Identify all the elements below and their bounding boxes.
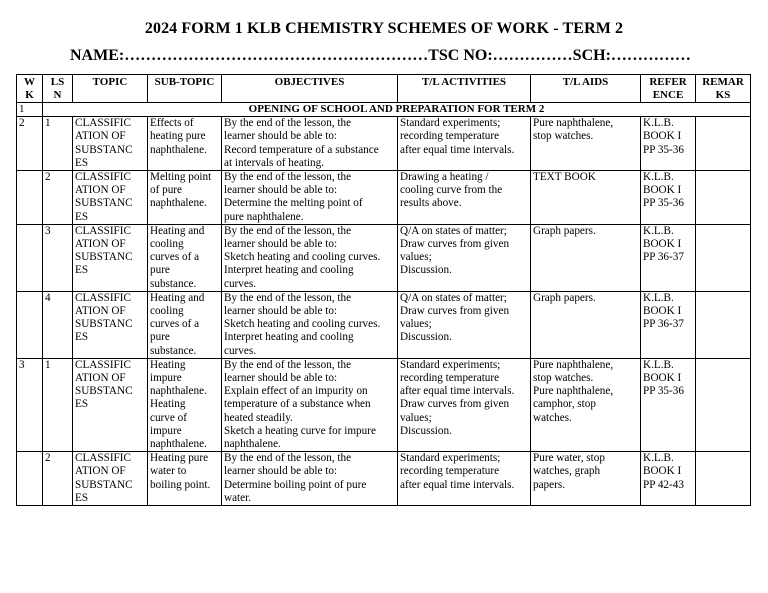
header-lsn: LS N — [43, 75, 73, 103]
header-aids: T/L AIDS — [531, 75, 641, 103]
aids-cell: Pure naphthalene, stop watches. — [531, 117, 641, 171]
reference-cell: K.L.B. BOOK I PP 42-43 — [641, 452, 696, 506]
remarks-cell — [696, 452, 751, 506]
name-tsc-school-line: NAME:…………………………………………………TSC NO:……………SCH:…………… — [70, 47, 691, 64]
banner-row — [17, 103, 751, 117]
objectives-cell: By the end of the lesson, the learner should be able to: Determine boiling point of pure water. — [222, 452, 398, 506]
aids-cell: TEXT BOOK — [531, 171, 641, 225]
remarks-cell — [696, 291, 751, 358]
activities-cell: Q/A on states of matter; Draw curves from given values; Discussion. — [398, 291, 531, 358]
subtopic-cell: Heating pure water to boiling point. — [148, 452, 222, 506]
subtopic-cell: Heating impure naphthalene. Heating curve of impure naphthalene. — [148, 358, 222, 451]
aids-cell: Graph papers. — [531, 291, 641, 358]
lesson-row — [17, 224, 751, 291]
reference-cell: K.L.B. BOOK I PP 35-36 — [641, 117, 696, 171]
subtopic-cell: Heating and cooling curves of a pure substance. — [148, 224, 222, 291]
objectives-cell: By the end of the lesson, the learner should be able to: Determine the melting point of pure naphthalene. — [222, 171, 398, 225]
topic-cell: CLASSIFIC ATION OF SUBSTANC ES — [73, 291, 148, 358]
aids-cell: Pure water, stop watches, graph papers. — [531, 452, 641, 506]
header-topic: TOPIC — [73, 75, 148, 103]
activities-cell: Q/A on states of matter; Draw curves from given values; Discussion. — [398, 224, 531, 291]
lesson-row — [17, 291, 751, 358]
remarks-cell — [696, 224, 751, 291]
objectives-cell: By the end of the lesson, the learner should be able to: Sketch heating and cooling curves. Interpret heating and cooling curves. — [222, 291, 398, 358]
aids-cell: Graph papers. — [531, 224, 641, 291]
header-activities: T/L ACTIVITIES — [398, 75, 531, 103]
topic-cell: CLASSIFIC ATION OF SUBSTANC ES — [73, 117, 148, 171]
reference-cell: K.L.B. BOOK I PP 36-37 — [641, 291, 696, 358]
header-row — [17, 75, 751, 103]
header-remarks: REMAR KS — [696, 75, 751, 103]
lesson-cell: 3 — [43, 224, 73, 291]
lesson-row — [17, 452, 751, 506]
activities-cell: Standard experiments; recording temperature after equal time intervals. Draw curves from given values; Discussion. — [398, 358, 531, 451]
topic-cell: CLASSIFIC ATION OF SUBSTANC ES — [73, 452, 148, 506]
objectives-cell: By the end of the lesson, the learner should be able to: Explain effect of an impurity on temperature of a substance when heated steadily. Sketch a heating curve for impure naphthalene. — [222, 358, 398, 451]
header-objectives: OBJECTIVES — [222, 75, 398, 103]
week-cell — [17, 224, 43, 291]
banner-text: OPENING OF SCHOOL AND PREPARATION FOR TERM 2 — [43, 103, 751, 117]
week-cell — [17, 452, 43, 506]
objectives-cell: By the end of the lesson, the learner should be able to: Sketch heating and cooling curves. Interpret heating and cooling curves. — [222, 224, 398, 291]
scheme-of-work-table — [16, 74, 751, 506]
header-wk: W K — [17, 75, 43, 103]
topic-cell: CLASSIFIC ATION OF SUBSTANC ES — [73, 171, 148, 225]
lesson-cell: 1 — [43, 117, 73, 171]
remarks-cell — [696, 117, 751, 171]
lesson-cell: 4 — [43, 291, 73, 358]
remarks-cell — [696, 358, 751, 451]
header-reference: REFER ENCE — [641, 75, 696, 103]
reference-cell: K.L.B. BOOK I PP 36-37 — [641, 224, 696, 291]
lesson-cell: 2 — [43, 171, 73, 225]
remarks-cell — [696, 171, 751, 225]
banner-week: 1 — [17, 103, 43, 117]
header-subtopic: SUB-TOPIC — [148, 75, 222, 103]
topic-cell: CLASSIFIC ATION OF SUBSTANC ES — [73, 224, 148, 291]
reference-cell: K.L.B. BOOK I PP 35-36 — [641, 171, 696, 225]
activities-cell: Drawing a heating / cooling curve from the results above. — [398, 171, 531, 225]
lesson-row — [17, 171, 751, 225]
topic-cell: CLASSIFIC ATION OF SUBSTANC ES — [73, 358, 148, 451]
subtopic-cell: Effects of heating pure naphthalene. — [148, 117, 222, 171]
week-cell: 2 — [17, 117, 43, 171]
week-cell — [17, 171, 43, 225]
lesson-cell: 2 — [43, 452, 73, 506]
document-title: 2024 FORM 1 KLB CHEMISTRY SCHEMES OF WORK - TERM 2 — [144, 20, 624, 37]
week-cell: 3 — [17, 358, 43, 451]
subtopic-cell: Melting point of pure naphthalene. — [148, 171, 222, 225]
activities-cell: Standard experiments; recording temperature after equal time intervals. — [398, 452, 531, 506]
objectives-cell: By the end of the lesson, the learner should be able to: Record temperature of a substance at intervals of heating. — [222, 117, 398, 171]
aids-cell: Pure naphthalene, stop watches. Pure naphthalene, camphor, stop watches. — [531, 358, 641, 451]
activities-cell: Standard experiments; recording temperature after equal time intervals. — [398, 117, 531, 171]
lesson-row — [17, 117, 751, 171]
lesson-cell: 1 — [43, 358, 73, 451]
lesson-row — [17, 358, 751, 451]
subtopic-cell: Heating and cooling curves of a pure substance. — [148, 291, 222, 358]
reference-cell: K.L.B. BOOK I PP 35-36 — [641, 358, 696, 451]
week-cell — [17, 291, 43, 358]
